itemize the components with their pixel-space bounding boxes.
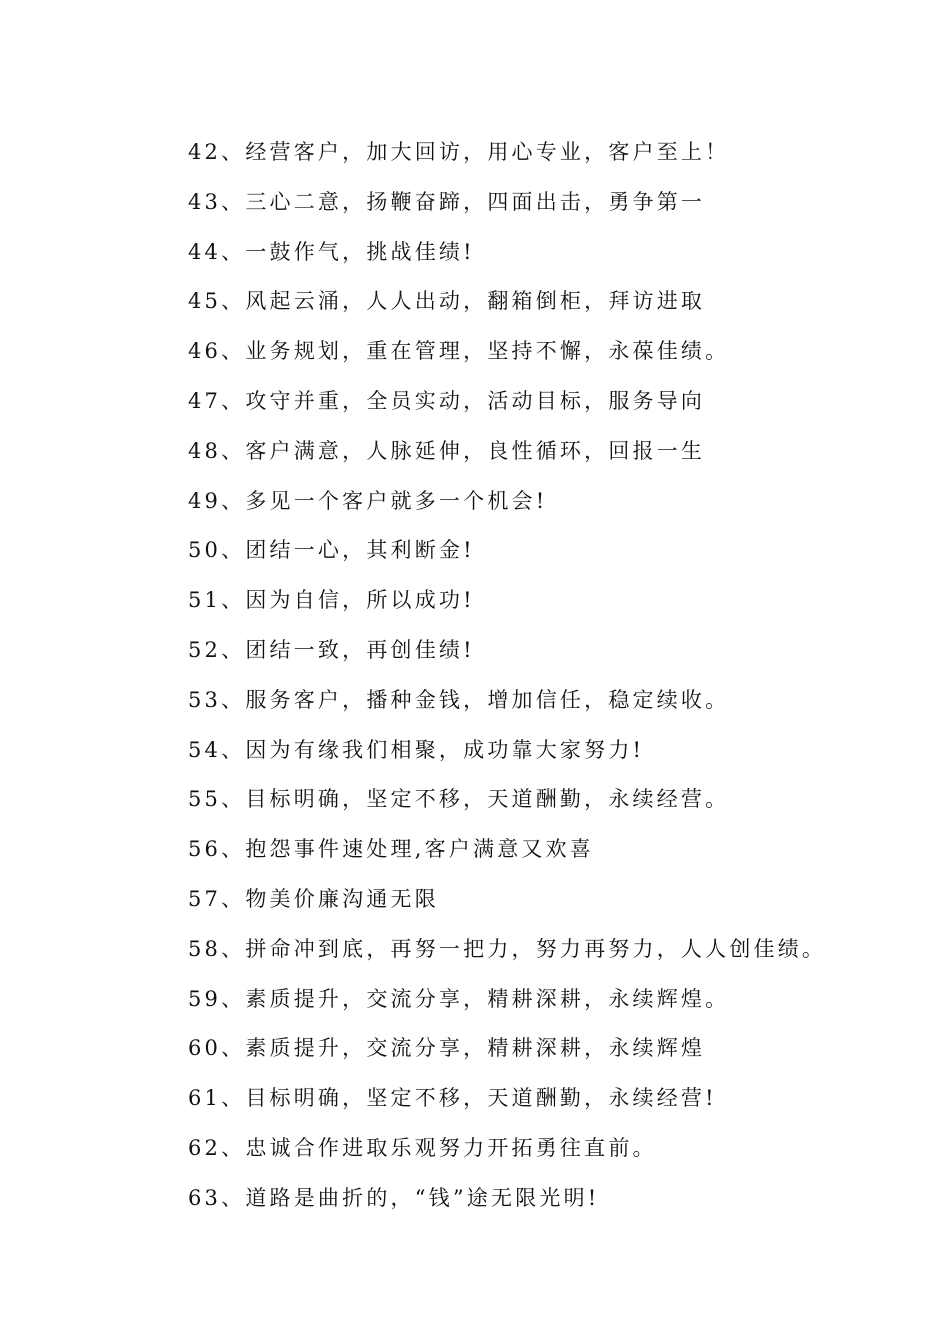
list-item: 47、攻守并重，全员实动，活动目标，服务导向 bbox=[188, 388, 706, 413]
list-item: 46、业务规划，重在管理，坚持不懈，永葆佳绩。 bbox=[188, 339, 730, 364]
list-item: 57、物美价廉沟通无限 bbox=[188, 886, 439, 911]
list-item: 54、因为有缘我们相聚，成功靠大家努力! bbox=[188, 737, 645, 762]
list-item: 61、目标明确，坚定不移，天道酬勤，永续经营! bbox=[188, 1086, 717, 1111]
list-item: 49、多见一个客户就多一个机会! bbox=[188, 488, 548, 513]
list-item: 63、道路是曲折的，“钱”途无限光明! bbox=[188, 1185, 600, 1210]
list-item: 53、服务客户，播种金钱，增加信任，稳定续收。 bbox=[188, 687, 730, 712]
list-item: 42、经营客户，加大回访，用心专业，客户至上！ bbox=[188, 140, 730, 164]
list-item: 55、目标明确，坚定不移，天道酬勤，永续经营。 bbox=[188, 787, 730, 812]
list-item: 52、团结一致，再创佳绩! bbox=[188, 637, 475, 662]
list-item: 51、因为自信，所以成功! bbox=[188, 588, 475, 613]
list-item: 48、客户满意，人脉延伸，良性循环，回报一生 bbox=[188, 438, 706, 463]
list-item: 44、一鼓作气，挑战佳绩! bbox=[188, 239, 475, 264]
list-item: 50、团结一心，其利断金! bbox=[188, 538, 475, 563]
list-item: 56、抱怨事件速处理,客户满意又欢喜 bbox=[188, 837, 594, 862]
list-item: 43、三心二意，扬鞭奋蹄，四面出击，勇争第一 bbox=[188, 189, 706, 214]
list-item: 59、素质提升，交流分享，精耕深耕，永续辉煌。 bbox=[188, 986, 730, 1011]
list-item: 45、风起云涌，人人出动，翻箱倒柜，拜访进取 bbox=[188, 289, 706, 314]
list-item: 62、忠诚合作进取乐观努力开拓勇往直前。 bbox=[188, 1135, 657, 1160]
list-item: 58、拼命冲到底，再努一把力，努力再努力，人人创佳绩。 bbox=[188, 936, 827, 961]
list-item: 60、素质提升，交流分享，精耕深耕，永续辉煌 bbox=[188, 1036, 706, 1061]
slogan-list bbox=[188, 132, 908, 1228]
